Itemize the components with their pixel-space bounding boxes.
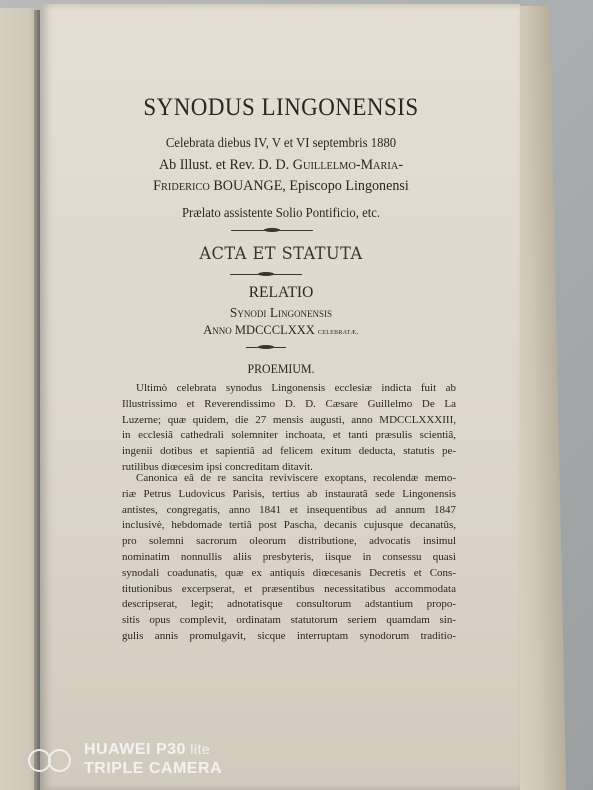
paragraph-line: Luzerne; quæ quidem, die 27 mensis augusti, anno MDCCLXXXIII, bbox=[122, 413, 456, 426]
paragraph-line: sitis opus complevit, ordinatam statutorum seriem quamdam sin- bbox=[122, 614, 456, 627]
bishop-line-1 bbox=[56, 157, 505, 174]
paragraph-line: ingenii dotibus et sapientiâ ad felicem exitum deducta, statutis pe- bbox=[122, 445, 456, 458]
paragraph-line: riæ Petrus Ludovicus Parisis, tertius ab instauratâ sede Lingonensis bbox=[122, 487, 456, 500]
page-content bbox=[42, 4, 520, 790]
paragraph-line: inclusivè, hebdomade tertiâ post Pascha, decanis cujusque decanatûs, bbox=[122, 519, 456, 532]
anno-celebratae: celebratæ. bbox=[317, 326, 359, 336]
ornament-divider-1 bbox=[231, 228, 313, 232]
book-spine-shadow bbox=[34, 10, 40, 790]
bishop-line-2 bbox=[56, 178, 505, 195]
relatio-heading: RELATIO bbox=[248, 284, 314, 301]
synodi-name: Lingonensis bbox=[266, 305, 333, 320]
bishop-line-prefix: Ab Illust. et Rev. D. D. bbox=[158, 157, 293, 173]
synodi-word: Synodi bbox=[229, 305, 267, 320]
watermark-brand bbox=[84, 741, 210, 759]
anno-word: Anno bbox=[203, 323, 232, 337]
paragraph-2 bbox=[122, 471, 456, 645]
synodi-line bbox=[42, 305, 520, 321]
paragraph-line: in ecclesiâ cathedrali solemniter inchoata, et tanti præsulis scientiâ, bbox=[122, 429, 456, 442]
prelate-line: Prælato assistente Solio Pontificio, etc. bbox=[181, 205, 381, 220]
celebration-dates: Celebrata diebus IV, V et VI septembris 1880 bbox=[165, 135, 397, 150]
bishop-name-part: Guillelmo-Maria- bbox=[292, 157, 404, 173]
camera-logo-icon bbox=[28, 749, 74, 771]
acta-heading: ACTA ET STATUTA bbox=[199, 244, 363, 264]
paragraph-line: rutilibus diœcesim ipsi concreditam ditavit. bbox=[122, 460, 313, 473]
watermark-camera: TRIPLE CAMERA bbox=[84, 760, 223, 777]
paragraph-line: descripserat, legit; adnotatisque consultorum adstantium propo- bbox=[122, 598, 456, 611]
paragraph-line: antistes, congregatis, anno 1841 et insequentibus ad annum 1847 bbox=[122, 503, 456, 516]
paragraph-line: gulis annis promulgavit, sicque interruptam synodorum traditio- bbox=[122, 629, 456, 642]
paragraph-line: Illustrissimo et Reverendissimo D. D. Cæsare Guillelmo De La bbox=[122, 397, 456, 410]
watermark-brand-name: HUAWEI P30 bbox=[84, 741, 186, 758]
watermark-brand-suffix: lite bbox=[185, 741, 211, 757]
bishop-forename: Friderico bbox=[153, 178, 210, 194]
anno-line bbox=[42, 323, 520, 338]
paragraph-line: titutionibus excerpserat, et præsentibus necessitatibus accommodata bbox=[122, 582, 456, 595]
paragraph-line: synodali coadunatis, quæ ex antiquis diœcesanis Decretis et Cons- bbox=[122, 566, 456, 579]
document-title: SYNODUS LINGONENSIS bbox=[143, 94, 419, 121]
paragraph-line: pro solemni sacrorum oleorum distributione, advocatis insimul bbox=[122, 535, 456, 548]
paragraph-1 bbox=[122, 381, 456, 476]
anno-numeral: MDCCCLXXX bbox=[231, 323, 318, 337]
paragraph-line: nominatim nonnullis aliis presbyteris, iisque in consessu quasi bbox=[122, 550, 456, 563]
paragraph-line: Canonica eâ de re sancita reviviscere exoptans, recolendæ memo- bbox=[136, 472, 456, 484]
ornament-divider-2 bbox=[230, 272, 302, 276]
ornament-divider-3 bbox=[246, 345, 286, 349]
proemium-heading: PROEMIUM. bbox=[247, 362, 315, 376]
bishop-surname-title: BOUANGE, Episcopo Lingonensi bbox=[209, 178, 409, 194]
paragraph-line: Ultimò celebrata synodus Lingonensis ecclesiæ indicta fuit ab bbox=[136, 382, 456, 394]
